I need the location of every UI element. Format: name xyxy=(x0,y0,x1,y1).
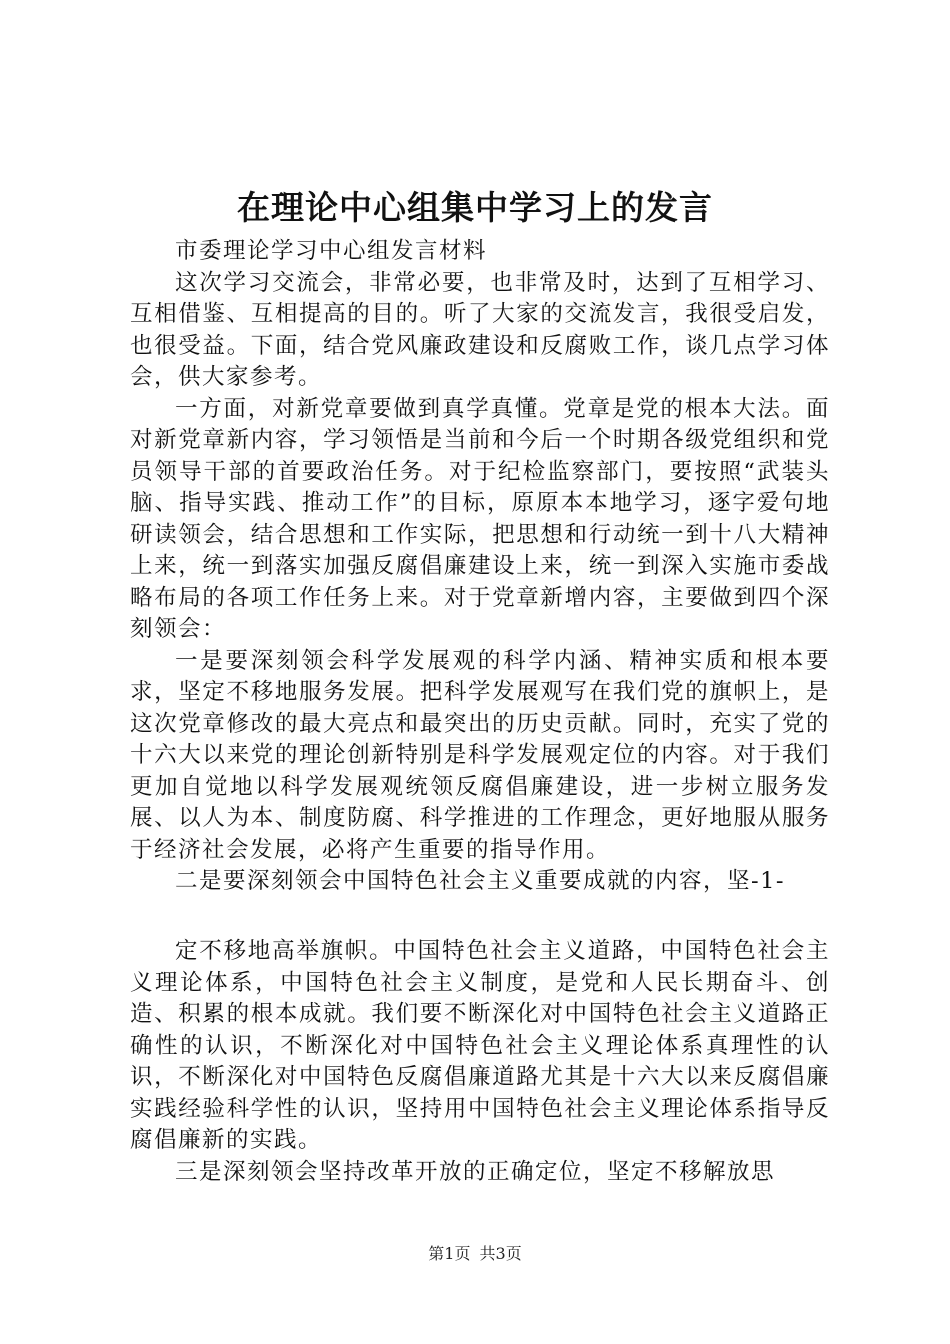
page-footer xyxy=(0,1243,950,1265)
page-number: 第1页 xyxy=(428,1244,471,1263)
point-two-continued-paragraph: 定不移地高举旗帜。中国特色社会主义道路，中国特色社会主义理论体系，中国特色社会主义制度，是党和人民长期奋斗、创造、积累的根本成就。我们要不断深化对中国特色社会主义道路正确性的认识，不断深化对中国特色社会主义理论体系真理性的认识，不断深化对中国特色反腐倡廉道路尤其是十六大以来反腐倡廉实践经验科学性的认识，坚持用中国特色社会主义理论体系指导反腐倡廉新的实践。 xyxy=(130,938,830,1153)
page-total: 共3页 xyxy=(479,1244,522,1263)
party-constitution-paragraph: 一方面，对新党章要做到真学真懂。党章是党的根本大法。面对新党章新内容，学习领悟是当前和今后一个时期各级党组织和党员领导干部的首要政治任务。对于纪检监察部门，要按照“武装头脑、指导实践、推动工作”的目标，原原本本地学习，逐字爱句地研读领会，结合思想和工作实际，把思想和行动统一到十八大精神上来，统一到落实加强反腐倡廉建设上来，统一到深入实施市委战略布局的各项工作任务上来。对于党章新增内容，主要做到四个深刻领会： xyxy=(130,395,830,642)
body-text-section-1 xyxy=(130,236,830,898)
subtitle-paragraph: 市委理论学习中心组发言材料 xyxy=(175,238,488,264)
point-two-paragraph: 二是要深刻领会中国特色社会主义重要成就的内容，坚-1- xyxy=(175,868,786,894)
body-text-section-2 xyxy=(130,936,830,1188)
intro-paragraph: 这次学习交流会，非常必要，也非常及时，达到了互相学习、互相借鉴、互相提高的目的。听了大家的交流发言，我很受启发，也很受益。下面，结合党风廉政建设和反腐败工作，谈几点学习体会，供大家参考。 xyxy=(130,269,830,390)
document-title: 在理论中心组集中学习上的发言 xyxy=(237,188,713,227)
point-one-paragraph: 一是要深刻领会科学发展观的科学内涵、精神实质和根本要求，坚定不移地服务发展。把科学发展观写在我们党的旗帜上，是这次党章修改的最大亮点和最突出的历史贡献。同时，充实了党的十六大以来党的理论创新特别是科学发展观定位的内容。对于我们更加自觉地以科学发展观统领反腐倡廉建设，进一步树立服务发展、以人为本、制度防腐、科学推进的工作理念，更好地服从服务于经济社会发展，必将产生重要的指导作用。 xyxy=(130,647,830,863)
point-three-paragraph: 三是深刻领会坚持改革开放的正确定位，坚定不移解放思 xyxy=(175,1158,776,1185)
